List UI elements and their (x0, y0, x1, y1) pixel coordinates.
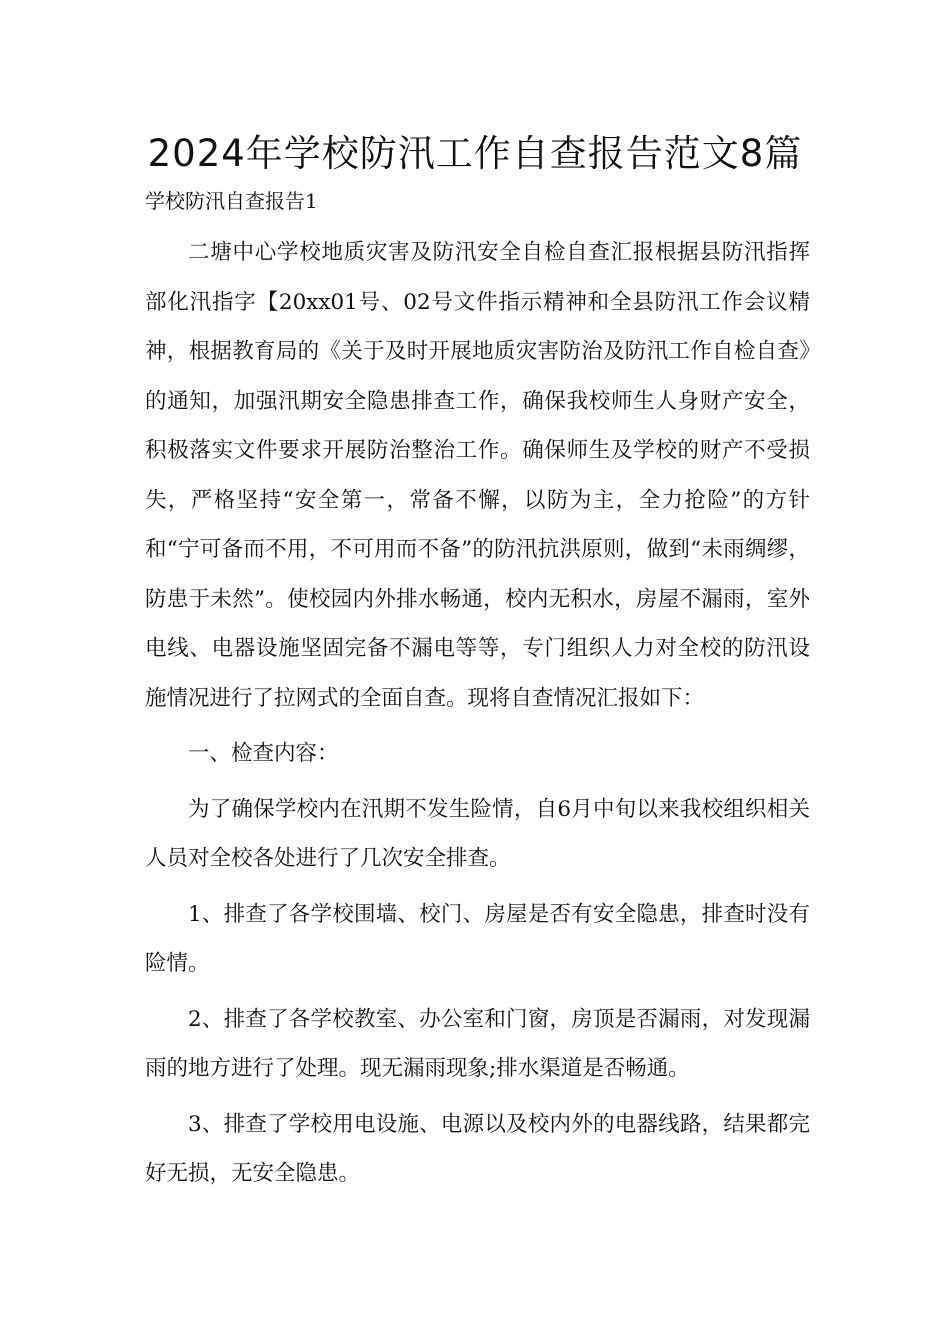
paragraph-heading-inspection: 一、检查内容： (188, 741, 339, 766)
paragraph-inspection-summary: 为了确保学校内在汛期不发生险情，自6月中旬以来我校组织相关人员对全校各处进行了几次安全排查。 (145, 796, 810, 871)
paragraph-item-3: 3、排查了学校用电设施、电源以及校内外的电器线路，结果都完好无损，无安全隐患。 (145, 1111, 810, 1186)
paragraph-item-2: 2、排查了各学校教室、办公室和门窗，房顶是否漏雨，对发现漏雨的地方进行了处理。现无漏雨现象;排水渠道是否畅通。 (145, 1006, 810, 1081)
paragraph-intro: 二塘中心学校地质灾害及防汛安全自检自查汇报根据县防汛指挥部化汛指字【20xx01号、02号文件指示精神和全县防汛工作会议精神，根据教育局的《关于及时开展地质灾害防治及防汛工作自检自查》的通知，加强汛期安全隐患排查工作，确保我校师生人身财产安全，积极落实文件要求开展防治整治工作。确保师生及学校的财产不受损失，严格坚持“安全第一，常备不懈，以防为主，全力抢险”的方针和“宁可备而不用，不可用而不备”的防汛抗洪原则，做到“未雨绸缪，防患于未然”。使校园内外排水畅通，校内无积水，房屋不漏雨，室外电线、电器设施坚固完备不漏电等等，专门组织人力对全校的防汛设施情况进行了拉网式的全面自查。现将自查情况汇报如下： (145, 240, 810, 711)
document-title: 2024年学校防汛工作自查报告范文8篇 (147, 132, 803, 175)
document-body (145, 228, 810, 1199)
section-subtitle: 学校防汛自查报告1 (145, 189, 318, 213)
paragraph-item-1: 1、排查了各学校围墙、校门、房屋是否有安全隐患，排查时没有险情。 (145, 901, 810, 976)
